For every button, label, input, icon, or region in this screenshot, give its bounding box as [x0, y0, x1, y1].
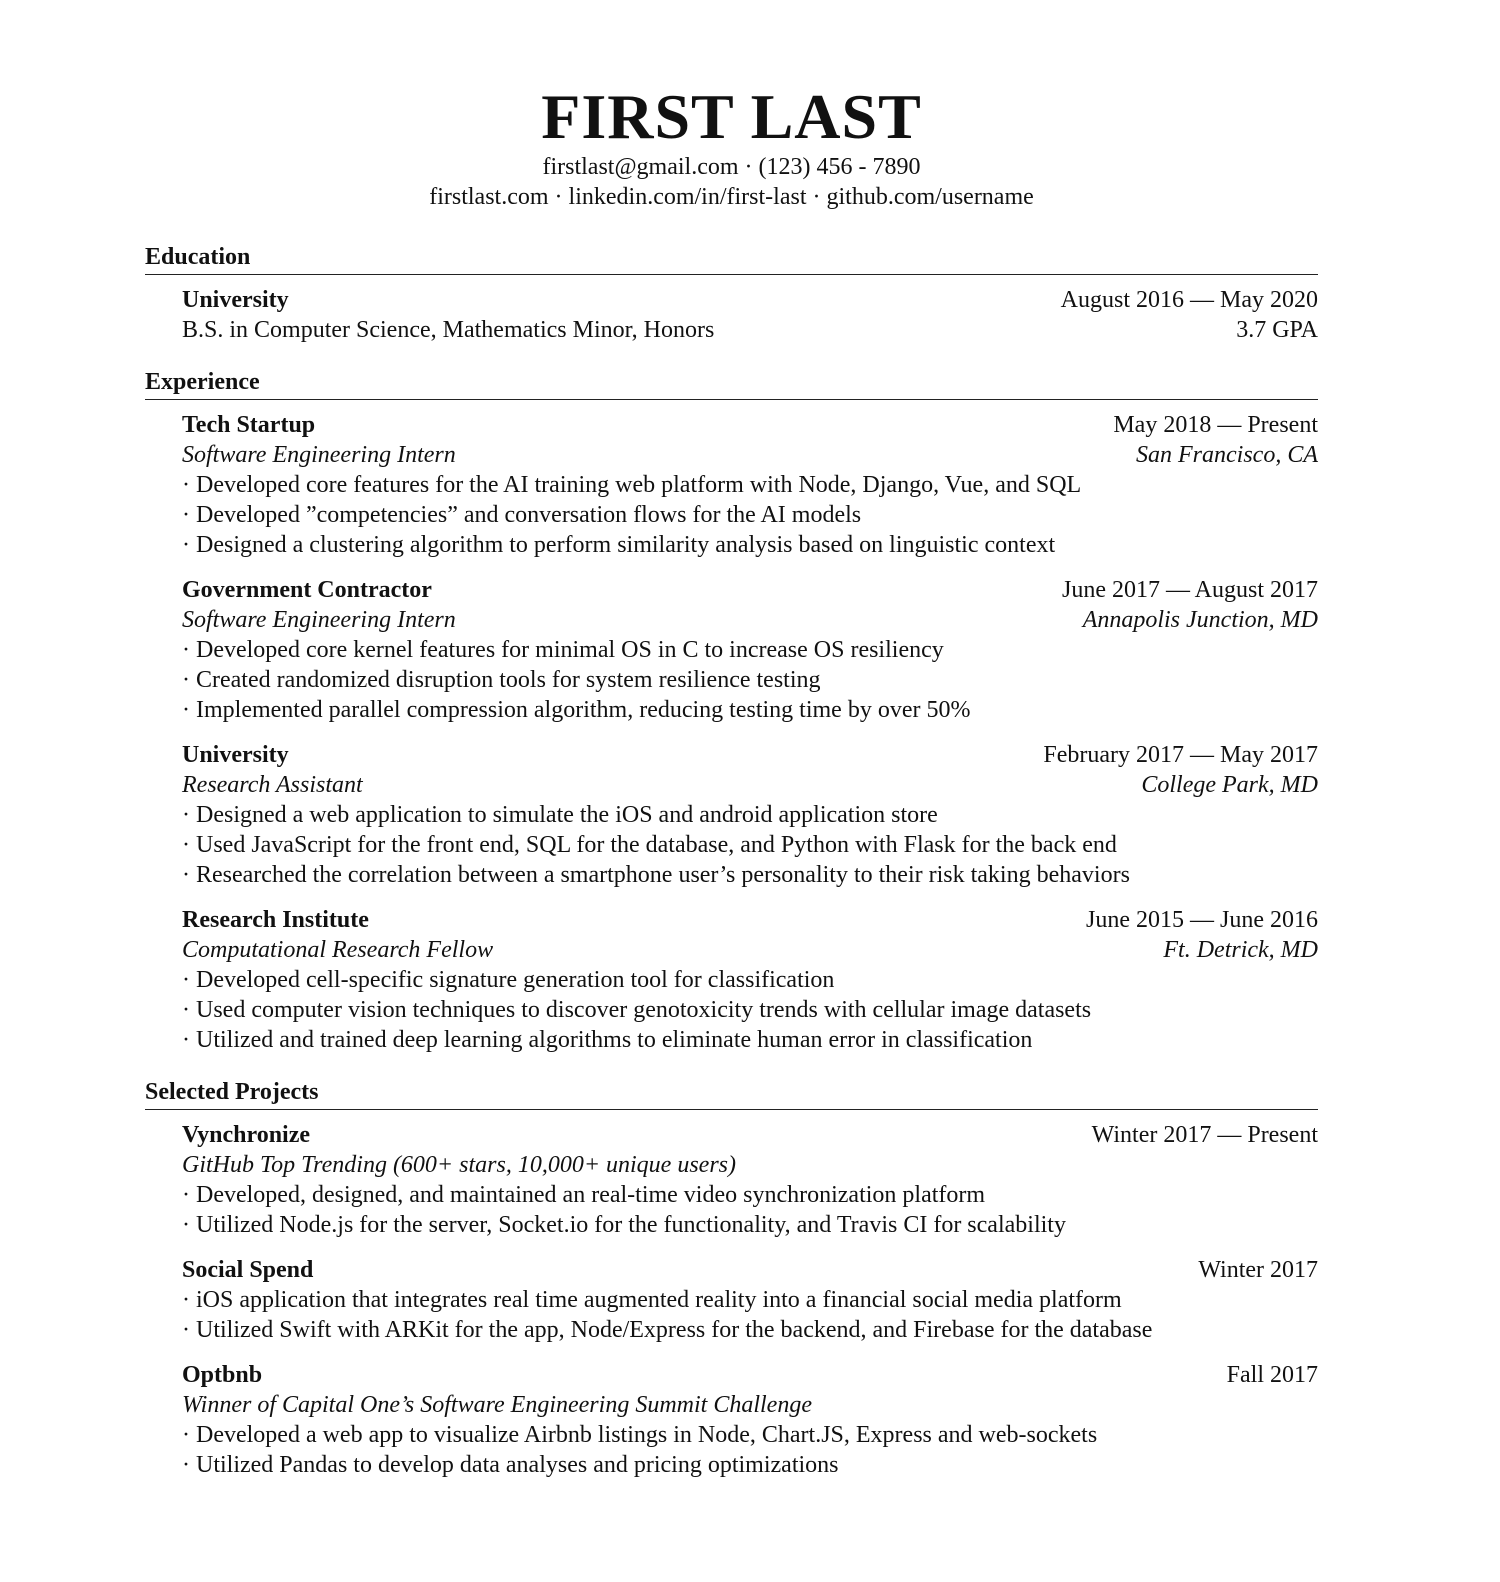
bullet-item: · Used JavaScript for the front end, SQL for the database, and Python with Flask for the back end	[182, 832, 1117, 858]
entry-title: Optbnb	[182, 1362, 263, 1388]
entry-header-row	[182, 1360, 1318, 1390]
bullet-item: · Developed, designed, and maintained an real-time video synchronization platform	[182, 1182, 986, 1208]
bullet-item: · iOS application that integrates real time augmented reality into a financial social media platform	[182, 1287, 1122, 1313]
entry-subtitle: Computational Research Fellow	[182, 937, 494, 963]
bullet-item: · Designed a web application to simulate the iOS and android application store	[182, 802, 938, 828]
entries-list	[145, 410, 1318, 1055]
entry-title: Research Institute	[182, 907, 369, 933]
entry-header-row	[182, 410, 1318, 440]
entry-subtitle: Software Engineering Intern	[182, 442, 456, 468]
entry-subtitle-row	[182, 605, 1318, 635]
entry-location: Annapolis Junction, MD	[1082, 607, 1318, 633]
entries-list	[145, 285, 1318, 345]
entry-title: University	[182, 287, 289, 313]
entry-header-row	[182, 575, 1318, 605]
separator: ·	[812, 184, 821, 210]
entry-header-row	[182, 905, 1318, 935]
entry-date: Fall 2017	[1226, 1362, 1318, 1388]
bullet-item: · Researched the correlation between a smartphone user’s personality to their risk taking behaviors	[182, 862, 1130, 888]
entry-title: Tech Startup	[182, 412, 316, 438]
entry-subtitle: B.S. in Computer Science, Mathematics Minor, Honors	[182, 317, 715, 343]
bullet-item: · Developed core features for the AI training web platform with Node, Django, Vue, and SQL	[182, 472, 1082, 498]
entry-subtitle: GitHub Top Trending (600+ stars, 10,000+ unique users)	[182, 1152, 736, 1178]
bullet-item: · Designed a clustering algorithm to perform similarity analysis based on linguistic context	[182, 532, 1056, 558]
entry-subtitle-row	[182, 440, 1318, 470]
entry-subtitle-row	[182, 315, 1318, 345]
entry-date: May 2018 — Present	[1113, 412, 1318, 438]
entry-header-row	[182, 1255, 1318, 1285]
entry-date: Winter 2017	[1198, 1257, 1318, 1283]
entry-header-row	[182, 740, 1318, 770]
entry-subtitle-row	[182, 935, 1318, 965]
entry-date: Winter 2017 — Present	[1091, 1122, 1318, 1148]
entry-date: June 2017 — August 2017	[1061, 577, 1318, 603]
entry-subtitle-row	[182, 1390, 1318, 1420]
bullet-item: · Utilized Pandas to develop data analyses and pricing optimizations	[182, 1452, 839, 1478]
email-link[interactable]: firstlast@gmail.com	[542, 154, 739, 180]
bullet-item: · Created randomized disruption tools for system resilience testing	[182, 667, 821, 693]
entry-date: August 2016 — May 2020	[1060, 287, 1318, 313]
bullet-item: · Utilized and trained deep learning algorithms to eliminate human error in classification	[182, 1027, 1033, 1053]
bullet-item: · Developed cell-specific signature generation tool for classification	[182, 967, 835, 993]
entry	[182, 740, 1318, 890]
website-link[interactable]: firstlast.com	[429, 184, 549, 210]
entry	[182, 410, 1318, 560]
section-heading: Selected Projects	[145, 1077, 1318, 1110]
bullet-item: · Developed a web app to visualize Airbnb listings in Node, Chart.JS, Express and web-sockets	[182, 1422, 1098, 1448]
entry-title: Social Spend	[182, 1257, 314, 1283]
bullet-item: · Utilized Swift with ARKit for the app, Node/Express for the backend, and Firebase for the database	[182, 1317, 1153, 1343]
entry-subtitle: Research Assistant	[182, 772, 363, 798]
linkedin-link[interactable]: linkedin.com/in/first-last	[568, 184, 807, 210]
entry-date: June 2015 — June 2016	[1086, 907, 1318, 933]
entry-header-row	[182, 285, 1318, 315]
contact-line-1	[145, 152, 1318, 182]
entry-subtitle: Software Engineering Intern	[182, 607, 456, 633]
phone-link[interactable]: (123) 456 - 7890	[758, 154, 921, 180]
entry-title: University	[182, 742, 289, 768]
bullet-item: · Developed ”competencies” and conversation flows for the AI models	[182, 502, 862, 528]
github-link[interactable]: github.com/username	[826, 184, 1034, 210]
section-experience	[145, 367, 1318, 1055]
entry	[182, 1255, 1318, 1345]
section-education	[145, 242, 1318, 345]
entry-location: San Francisco, CA	[1136, 442, 1318, 468]
entry-location: College Park, MD	[1141, 772, 1318, 798]
separator: ·	[554, 184, 563, 210]
entry-location: Ft. Detrick, MD	[1163, 937, 1318, 963]
entry	[182, 575, 1318, 725]
bullet-item: · Utilized Node.js for the server, Socket.io for the functionality, and Travis CI for scalability	[182, 1212, 1066, 1238]
entry	[182, 905, 1318, 1055]
bullet-item: · Used computer vision techniques to discover genotoxicity trends with cellular image datasets	[182, 997, 1092, 1023]
entry-subtitle-row	[182, 770, 1318, 800]
bullet-item: · Implemented parallel compression algorithm, reducing testing time by over 50%	[182, 697, 971, 723]
entry-title: Vynchronize	[182, 1122, 311, 1148]
entry	[182, 1120, 1318, 1240]
entry-location: 3.7 GPA	[1236, 317, 1318, 343]
entry	[182, 1360, 1318, 1480]
entry-title: Government Contractor	[182, 577, 432, 603]
entry-subtitle: Winner of Capital One’s Software Engineering Summit Challenge	[182, 1392, 812, 1418]
contact-line-2	[145, 182, 1318, 212]
entry-header-row	[182, 1120, 1318, 1150]
separator: ·	[744, 154, 753, 180]
entry	[182, 285, 1318, 345]
resume-sections	[145, 242, 1318, 1480]
entry-date: February 2017 — May 2017	[1043, 742, 1318, 768]
section-heading: Experience	[145, 367, 1318, 400]
entry-subtitle-row	[182, 1150, 1318, 1180]
resume-page	[145, 82, 1318, 1480]
candidate-name: FIRST LAST	[541, 81, 922, 152]
bullet-item: · Developed core kernel features for minimal OS in C to increase OS resiliency	[182, 637, 944, 663]
section-heading: Education	[145, 242, 1318, 275]
section-selected-projects	[145, 1077, 1318, 1480]
entries-list	[145, 1120, 1318, 1480]
